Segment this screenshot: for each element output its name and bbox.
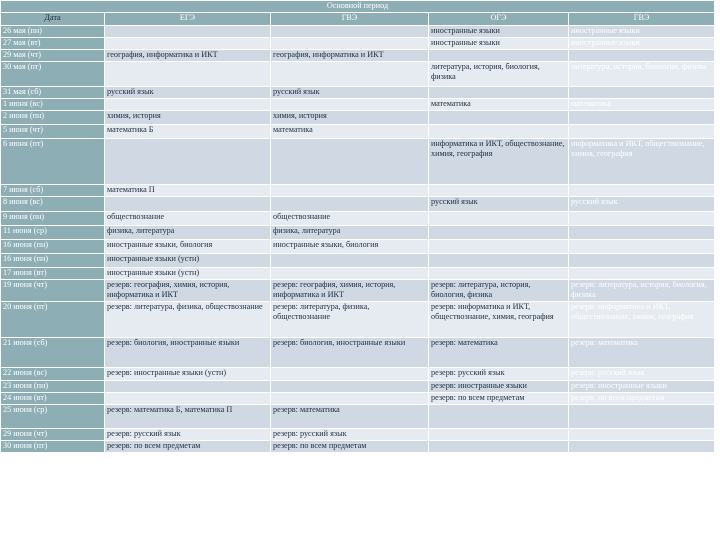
- ege-cell: [105, 139, 271, 185]
- gve9-cell: резерв: иностранные языки: [569, 381, 715, 393]
- ege-cell: математика Б: [105, 125, 271, 139]
- oge-cell: иностранные языки: [429, 38, 569, 50]
- table-row: [1, 338, 715, 368]
- gve11-cell: [271, 393, 429, 405]
- table-row: [1, 50, 715, 62]
- date-cell: 2 июня (пн): [1, 111, 105, 125]
- header-gve-9: ГВЭ: [569, 13, 715, 26]
- table-row: [1, 87, 715, 99]
- gve9-cell: [569, 268, 715, 280]
- oge-cell: резерв: математика: [429, 338, 569, 368]
- table-row: [1, 268, 715, 280]
- ege-cell: [105, 26, 271, 38]
- gve11-cell: [271, 381, 429, 393]
- date-cell: 22 июня (вс): [1, 368, 105, 381]
- gve9-cell: [569, 125, 715, 139]
- oge-cell: [429, 240, 569, 254]
- ege-cell: резерв: иностранные языки (устн): [105, 368, 271, 381]
- gve9-cell: [569, 441, 715, 453]
- gve11-cell: обществознание: [271, 212, 429, 226]
- ege-cell: [105, 62, 271, 87]
- table-row: [1, 280, 715, 302]
- table-row: [1, 393, 715, 405]
- date-cell: 5 июня (чт): [1, 125, 105, 139]
- date-cell: 27 мая (вт): [1, 38, 105, 50]
- gve9-cell: резерв: литература, история, биология, физика: [569, 280, 715, 302]
- oge-cell: резерв: литература, история, биология, физика: [429, 280, 569, 302]
- ege-cell: резерв: математика Б, математика П: [105, 405, 271, 429]
- gve11-cell: математика: [271, 125, 429, 139]
- oge-cell: [429, 405, 569, 429]
- gve11-cell: [271, 38, 429, 50]
- date-cell: 11 июня (ср): [1, 226, 105, 240]
- oge-cell: резерв: иностранные языки: [429, 381, 569, 393]
- table-row: [1, 197, 715, 212]
- gve11-cell: резерв: по всем предметам: [271, 441, 429, 453]
- table-row: [1, 429, 715, 441]
- table-row: [1, 212, 715, 226]
- ege-cell: резерв: биология, иностранные языки: [105, 338, 271, 368]
- table-row: [1, 405, 715, 429]
- date-cell: 6 июня (пт): [1, 139, 105, 185]
- gve9-cell: [569, 429, 715, 441]
- table-row: [1, 111, 715, 125]
- ege-cell: [105, 197, 271, 212]
- gve11-cell: [271, 197, 429, 212]
- gve9-cell: иностранные языки: [569, 38, 715, 50]
- ege-cell: резерв: география, химия, история, информатика и ИКТ: [105, 280, 271, 302]
- gve9-cell: [569, 405, 715, 429]
- ege-cell: [105, 99, 271, 111]
- date-cell: 23 июня (пн): [1, 381, 105, 393]
- date-cell: 26 мая (пн): [1, 26, 105, 38]
- table-row: [1, 185, 715, 197]
- table-title: Основной период: [1, 1, 715, 13]
- gve9-cell: [569, 212, 715, 226]
- table-row: [1, 240, 715, 254]
- oge-cell: [429, 429, 569, 441]
- date-cell: 29 июня (чт): [1, 429, 105, 441]
- table-row: [1, 62, 715, 87]
- table-row: [1, 226, 715, 240]
- table-row: [1, 99, 715, 111]
- header-date: Дата: [1, 13, 105, 26]
- date-cell: 25 июня (ср): [1, 405, 105, 429]
- ege-cell: [105, 393, 271, 405]
- ege-cell: иностранные языки (устн): [105, 268, 271, 280]
- date-cell: 20 июня (пт): [1, 302, 105, 338]
- gve9-cell: математика: [569, 99, 715, 111]
- gve9-cell: русский язык: [569, 197, 715, 212]
- table-row: [1, 254, 715, 268]
- oge-cell: математика: [429, 99, 569, 111]
- oge-cell: [429, 185, 569, 197]
- header-ege: ЕГЭ: [105, 13, 271, 26]
- gve11-cell: [271, 268, 429, 280]
- table-row: [1, 381, 715, 393]
- date-cell: 30 июня (пт): [1, 441, 105, 453]
- table-row: [1, 302, 715, 338]
- gve11-cell: [271, 26, 429, 38]
- gve11-cell: география, информатика и ИКТ: [271, 50, 429, 62]
- date-cell: 31 мая (сб): [1, 87, 105, 99]
- ege-cell: иностранные языки, биология: [105, 240, 271, 254]
- ege-cell: [105, 38, 271, 50]
- gve9-cell: резерв: по всем предметам: [569, 393, 715, 405]
- ege-cell: химия, история: [105, 111, 271, 125]
- ege-cell: физика, литература: [105, 226, 271, 240]
- gve11-cell: резерв: математика: [271, 405, 429, 429]
- gve11-cell: [271, 62, 429, 87]
- date-cell: 16 июня (пн): [1, 254, 105, 268]
- date-cell: 16 июня (пн): [1, 240, 105, 254]
- ege-cell: резерв: русский язык: [105, 429, 271, 441]
- oge-cell: [429, 441, 569, 453]
- gve11-cell: иностранные языки, биология: [271, 240, 429, 254]
- ege-cell: география, информатика и ИКТ: [105, 50, 271, 62]
- oge-cell: [429, 212, 569, 226]
- gve9-cell: [569, 87, 715, 99]
- date-cell: 19 июня (чт): [1, 280, 105, 302]
- ege-cell: резерв: по всем предметам: [105, 441, 271, 453]
- gve11-cell: [271, 254, 429, 268]
- date-cell: 21 июня (сб): [1, 338, 105, 368]
- oge-cell: [429, 125, 569, 139]
- gve9-cell: [569, 254, 715, 268]
- oge-cell: русский язык: [429, 197, 569, 212]
- oge-cell: литература, история, биология, физика: [429, 62, 569, 87]
- oge-cell: [429, 226, 569, 240]
- date-cell: 24 июня (вт): [1, 393, 105, 405]
- gve11-cell: химия, история: [271, 111, 429, 125]
- oge-cell: [429, 111, 569, 125]
- date-cell: 7 июня (сб): [1, 185, 105, 197]
- oge-cell: [429, 254, 569, 268]
- oge-cell: иностранные языки: [429, 26, 569, 38]
- date-cell: 29 мая (чт): [1, 50, 105, 62]
- table-row: [1, 139, 715, 185]
- gve11-cell: [271, 185, 429, 197]
- gve11-cell: русский язык: [271, 87, 429, 99]
- date-cell: 17 июня (вт): [1, 268, 105, 280]
- oge-cell: [429, 268, 569, 280]
- ege-cell: обществознание: [105, 212, 271, 226]
- ege-cell: [105, 381, 271, 393]
- gve9-cell: резерв: русский язык: [569, 368, 715, 381]
- date-cell: 30 мая (пт): [1, 62, 105, 87]
- ege-cell: русский язык: [105, 87, 271, 99]
- table-row: [1, 38, 715, 50]
- gve9-cell: [569, 240, 715, 254]
- date-cell: 9 июня (пн): [1, 212, 105, 226]
- date-cell: 8 июня (вс): [1, 197, 105, 212]
- oge-cell: резерв: русский язык: [429, 368, 569, 381]
- oge-cell: [429, 87, 569, 99]
- header-oge: ОГЭ: [429, 13, 569, 26]
- gve9-cell: [569, 111, 715, 125]
- gve9-cell: иностранные языки: [569, 26, 715, 38]
- table-row: [1, 368, 715, 381]
- gve11-cell: резерв: русский язык: [271, 429, 429, 441]
- gve11-cell: резерв: биология, иностранные языки: [271, 338, 429, 368]
- ege-cell: резерв: литература, физика, обществознание: [105, 302, 271, 338]
- header-gve-11: ГВЭ: [271, 13, 429, 26]
- gve11-cell: [271, 139, 429, 185]
- gve9-cell: [569, 185, 715, 197]
- gve11-cell: [271, 368, 429, 381]
- gve9-cell: [569, 226, 715, 240]
- ege-cell: иностранные языки (устн): [105, 254, 271, 268]
- gve11-cell: физика, литература: [271, 226, 429, 240]
- gve9-cell: [569, 50, 715, 62]
- oge-cell: информатика и ИКТ, обществознание, химия, география: [429, 139, 569, 185]
- ege-cell: математика П: [105, 185, 271, 197]
- table-row: [1, 441, 715, 453]
- gve11-cell: резерв: литература, физика, обществознание: [271, 302, 429, 338]
- gve9-cell: резерв: информатика и ИКТ, обществознание, химия, география: [569, 302, 715, 338]
- gve9-cell: информатика и ИКТ, обществознание, химия, география: [569, 139, 715, 185]
- gve9-cell: литература, история, биология, физика: [569, 62, 715, 87]
- table-row: [1, 26, 715, 38]
- table-row: [1, 125, 715, 139]
- oge-cell: резерв: по всем предметам: [429, 393, 569, 405]
- gve11-cell: резерв: география, химия, история, информатика и ИКТ: [271, 280, 429, 302]
- oge-cell: резерв: информатика и ИКТ, обществознание, химия, география: [429, 302, 569, 338]
- gve11-cell: [271, 99, 429, 111]
- gve9-cell: резерв: математика: [569, 338, 715, 368]
- oge-cell: [429, 50, 569, 62]
- date-cell: 1 июня (вс): [1, 99, 105, 111]
